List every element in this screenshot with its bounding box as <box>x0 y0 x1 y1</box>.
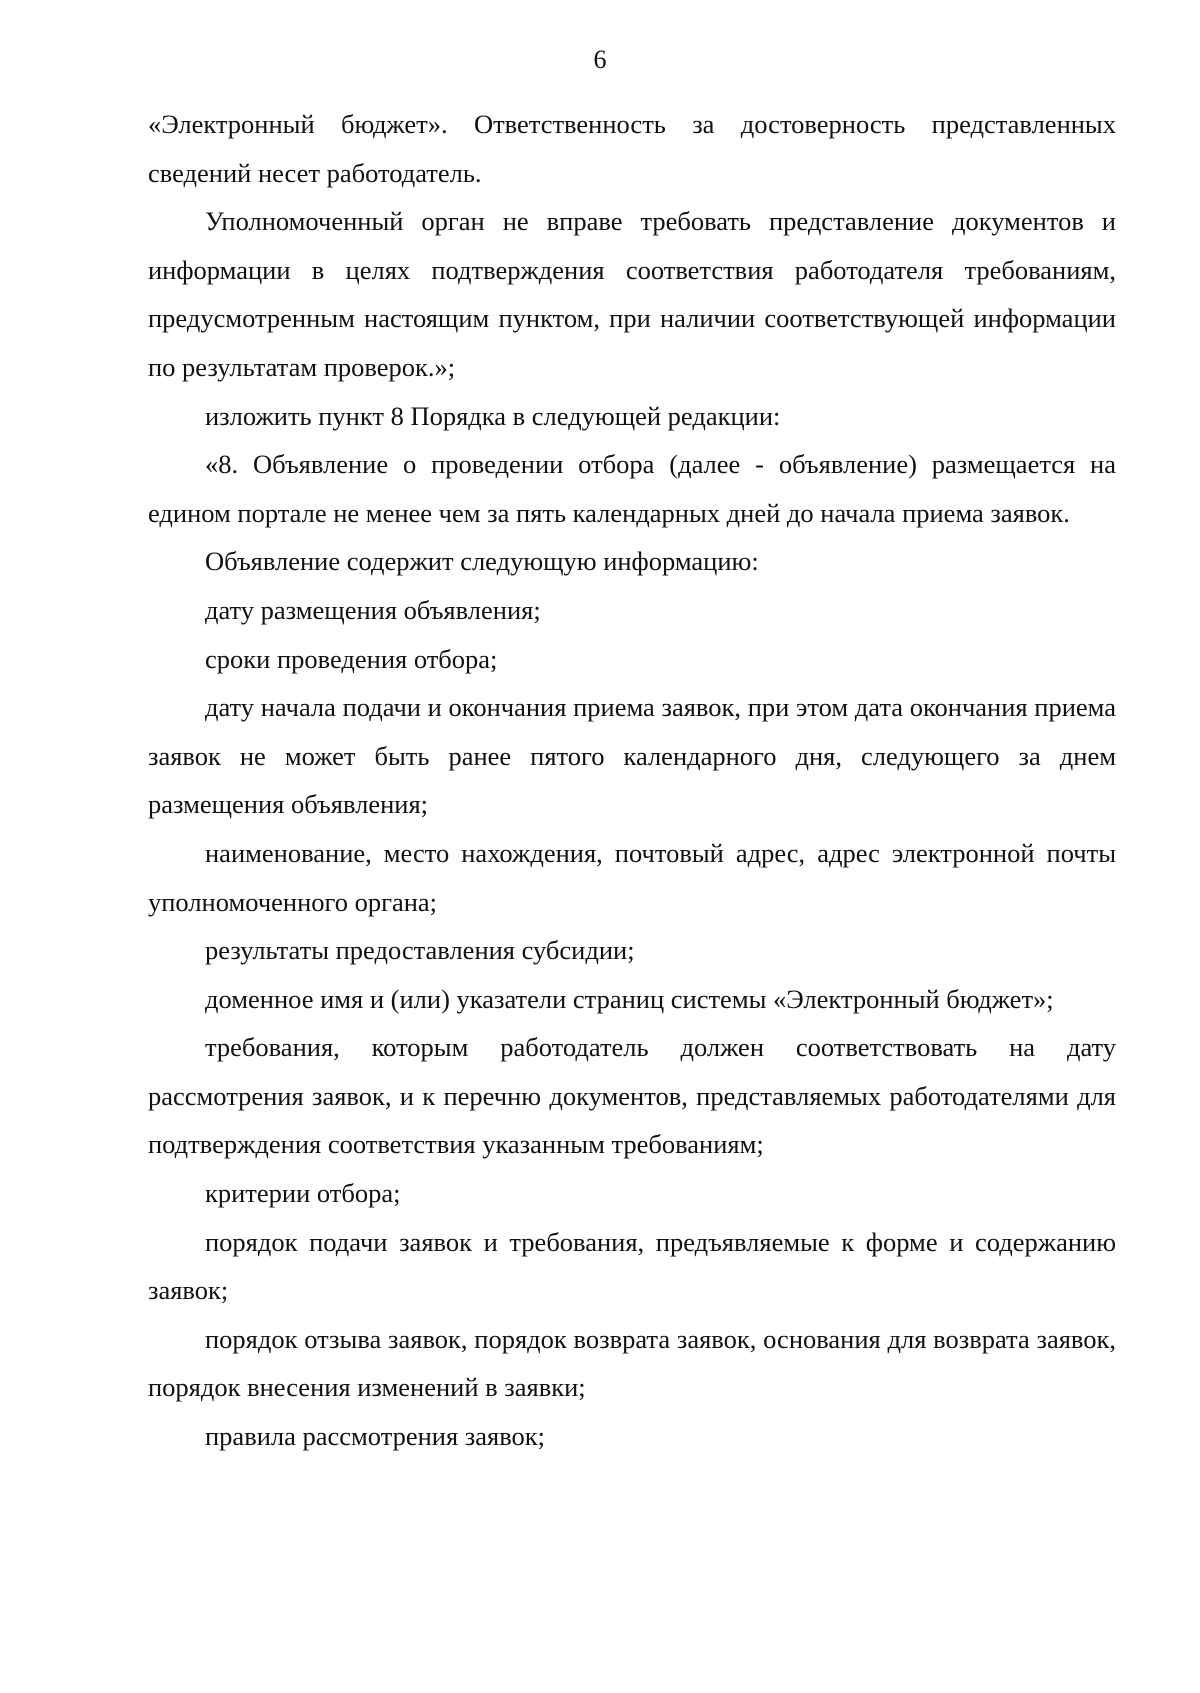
paragraph: изложить пункт 8 Порядка в следующей редакции: <box>205 400 781 431</box>
list-item: порядок подачи заявок и требования, предъявляемые к форме и содержанию заявок; <box>148 1226 1116 1306</box>
list-item: дату размещения объявления; <box>205 594 541 625</box>
list-item: критерии отбора; <box>205 1178 401 1209</box>
page-number: 6 <box>593 45 607 74</box>
list-item: сроки проведения отбора; <box>205 643 498 674</box>
paragraph: «8. Объявление о проведении отбора (далее - объявление) размещается на едином портале не менее чем за пять календарных дней до начала приема заявок. <box>148 449 1116 528</box>
list-item: дату начала подачи и окончания приема заявок, при этом дата окончания приема заявок не может быть ранее пятого календарного дня, следующего за днем размещения объявления; <box>148 692 1116 820</box>
document-body <box>148 100 1116 1461</box>
list-item: правила рассмотрения заявок; <box>205 1421 546 1452</box>
paragraph: «Электронный бюджет». Ответственность за достоверность представленных сведений несет работодатель. <box>148 109 1116 188</box>
list-item: доменное имя и (или) указатели страниц системы «Электронный бюджет»; <box>205 983 1054 1014</box>
list-item: наименование, место нахождения, почтовый адрес, адрес электронной почты уполномоченного органа; <box>148 837 1116 917</box>
list-item: результаты предоставления субсидии; <box>205 935 635 966</box>
paragraph: Объявление содержит следующую информацию: <box>205 546 759 577</box>
list-item: требования, которым работодатель должен соответствовать на дату рассмотрения заявок, и к перечню документов, представляемых работодателями для подтверждения соответствия указанным требованиям; <box>148 1032 1116 1160</box>
list-item: порядок отзыва заявок, порядок возврата заявок, основания для возврата заявок, порядок внесения изменений в заявки; <box>148 1323 1116 1403</box>
paragraph: Уполномоченный орган не вправе требовать представление документов и информации в целях подтверждения соответствия работодателя требованиям, предусмотренным настоящим пунктом, при наличии соответствующей информации по результатам проверок.»; <box>148 206 1116 382</box>
